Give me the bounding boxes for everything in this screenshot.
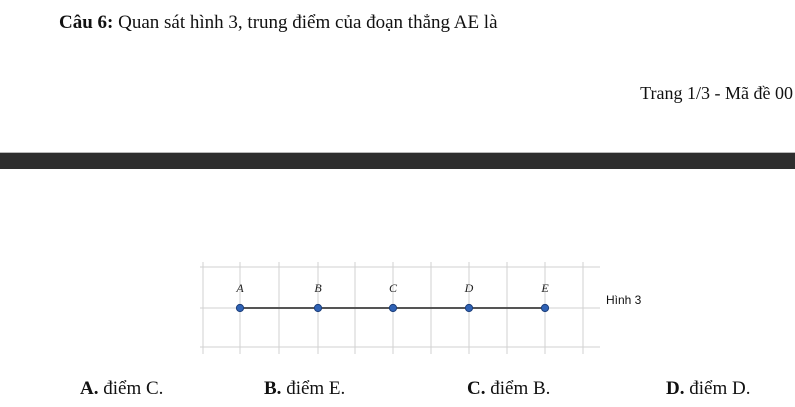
figure-caption: Hình 3 bbox=[606, 293, 642, 307]
answer-letter: D. bbox=[666, 378, 685, 399]
answer-text: điểm C. bbox=[103, 378, 164, 399]
point-c-label: C bbox=[388, 281, 398, 295]
point-b-label: B bbox=[314, 281, 322, 295]
point-e-dot bbox=[541, 304, 548, 311]
point-b-dot bbox=[314, 304, 321, 311]
answer-letter: A. bbox=[80, 378, 99, 399]
answer-option-c[interactable] bbox=[467, 378, 550, 400]
answer-letter: C. bbox=[467, 378, 486, 399]
answer-option-b[interactable] bbox=[264, 378, 345, 400]
answer-text: điểm E. bbox=[286, 378, 346, 399]
page-divider bbox=[0, 153, 795, 169]
page-footer: Trang 1/3 - Mã đề 00 bbox=[640, 83, 793, 103]
answer-option-d[interactable] bbox=[666, 378, 750, 400]
question bbox=[59, 12, 498, 34]
answer-text: điểm D. bbox=[689, 378, 751, 399]
point-d-dot bbox=[465, 304, 472, 311]
answer-options bbox=[0, 378, 795, 402]
figure-svg bbox=[200, 262, 600, 354]
answer-option-a[interactable] bbox=[80, 378, 163, 400]
point-e-label: E bbox=[541, 281, 549, 295]
point-a-dot bbox=[236, 304, 243, 311]
point-a-label: A bbox=[236, 281, 244, 295]
question-text: Quan sát hình 3, trung điểm của đoạn thẳng AE là bbox=[118, 12, 498, 33]
figure-hinh-3 bbox=[200, 262, 600, 354]
point-d-label: D bbox=[464, 281, 474, 295]
question-number: Câu 6: bbox=[59, 12, 114, 33]
point-c-dot bbox=[389, 304, 396, 311]
answer-text: điểm B. bbox=[490, 378, 551, 399]
answer-letter: B. bbox=[264, 378, 282, 399]
